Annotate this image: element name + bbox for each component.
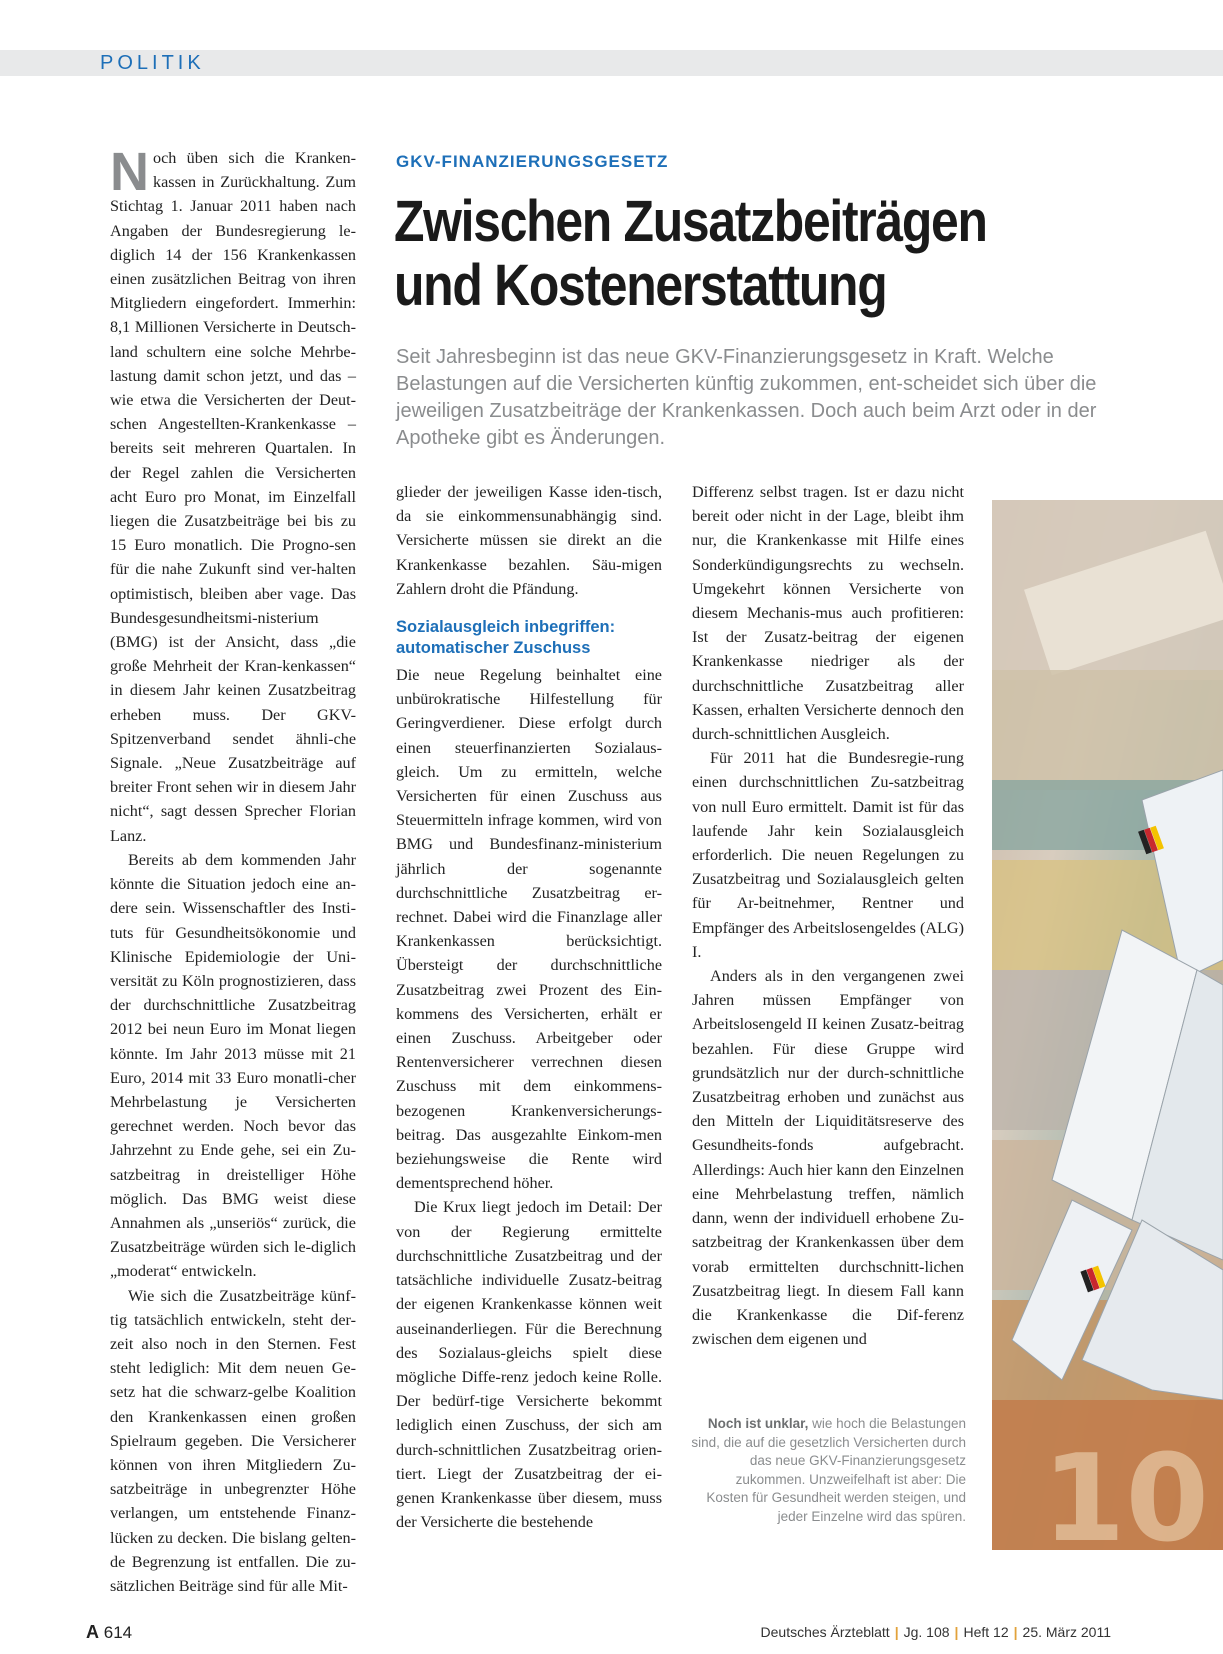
issue-date: 25. März 2011 — [1022, 1624, 1111, 1640]
subheading — [396, 617, 662, 659]
separator: | — [1013, 1624, 1018, 1640]
article-kicker: GKV-FINANZIERUNGSGESETZ — [396, 152, 669, 171]
paragraph: Wie sich die Zusatzbeiträge künf-tig tatsächlich entwickeln, steht der-zeit also noch in den Sternen. Fest steht lediglich: Mit dem neuen Ge-setz hat die schwarz-gelbe Koalition den Krankenkassen einen großen Spielraum gegeben. Die Versicherer können von ihren Mitgliedern Zu-satzbeiträge in unbegrenzter Höhe verlangen, um entstehende Finanz-lücken zu decken. Die bislang gelten-de Begrenzung ist entfallen. Die zu-sätzlichen Beiträge sind für alle Mit- — [110, 1286, 356, 1595]
caption-lead: Noch ist unklar, — [707, 1416, 809, 1431]
paragraph: Differenz selbst tragen. Ist er dazu nicht bereit oder nicht in der Lage, bleibt ihm nur, die Krankenkasse mit Hilfe eines Sonderkündigungsrechts zu wechseln. Umgekehrt können Versicherte von diesem Mechanis-mus auch profitieren: Ist der Zusatz-beitrag der eigenen Krankenkasse niedriger als der durchschnittliche Zusatzbeitrag aller Kassen, erhalten Versicherte dennoch den durch-schnittlichen Ausgleich. — [692, 483, 964, 744]
publication-info — [761, 1624, 1111, 1640]
separator: | — [954, 1624, 959, 1640]
separator: | — [894, 1624, 899, 1640]
issue: Heft 12 — [963, 1624, 1009, 1640]
photo-illustration — [992, 500, 1223, 1550]
headline-line: und Kostenerstattung — [394, 253, 887, 318]
article-column-3 — [692, 480, 964, 1351]
paragraph: glieder der jeweiligen Kasse iden-tisch, da sie einkommensunabhängig sind. Versicherte müssen sie direkt an die Krankenkasse bezahlen. Säu-migen Zahlern droht die Pfändung. — [396, 483, 662, 598]
page-prefix: A — [86, 1622, 99, 1642]
paragraph: Die Krux liegt jedoch im Detail: Der von der Regierung ermittelte durchschnittliche Zusatzbeitrag und der tatsächliche individuelle Zusatz-beitrag der eigenen Krankenkasse können weit auseinanderliegen. Für die Berechnung des Sozialaus-gleichs spielt diese mögliche Diffe-renz jedoch keine Rolle. Der bedürf-tige Versicherte bekommt lediglich einen Zuschuss, der sich am durch-schnittlichen Zusatzbeitrag orien-tiert. Liegt der Zusatzbeitrag der ei-genen Krankenkasse über diesem, muss der Versicherte die bestehende — [396, 1198, 662, 1532]
volume: Jg. 108 — [903, 1624, 950, 1640]
paragraph-text: och üben sich die Kranken-kassen in Zurückhaltung. Zum Stichtag 1. Januar 2011 haben nach Angaben der Bundesregierung le-diglich 14 der 156 Krankenkassen einen zusätzlichen Beitrag von ihren Mitgliedern eingefordert. Immerhin: 8,1 Millionen Versicherte in Deutsch-land schultern eine solche Mehrbe-lastung damit schon jetzt, und das – wie etwa die Versicherten der Deut-schen Angestellten-Krankenkasse – bereits seit mehreren Quartalen. In der Regel zahlen die Versicherten acht Euro pro Monat, im Einzelfall liegen die Zusatzbeiträge bei bis zu 15 Euro monatlich. Die Progno-sen für die nahe Zukunft sind ver-halten optimistisch, bleiben aber vage. Das Bundesgesundheitsmi-nisterium (BMG) ist der Ansicht, dass „die große Mehrheit der Kran-kenkassen“ in diesem Jahr keinen Zusatzbeitrag erheben muss. Der GKV-Spitzenverband sendet ähnli-che Signale. „Neue Zusatzbeiträge auf breiter Front sehen wir in diesem Jahr nicht“, sagt dessen Sprecher Florian Lanz. — [110, 149, 356, 845]
page-number — [86, 1622, 132, 1643]
subheading-line: Sozialausgleich inbegriffen: — [396, 618, 616, 637]
dropcap: N — [110, 142, 149, 202]
section-label: POLITIK — [100, 52, 205, 74]
publication-name: Deutsches Ärzteblatt — [760, 1624, 890, 1640]
article-column-2 — [396, 480, 662, 1534]
page-number-value: 614 — [103, 1623, 133, 1642]
article-photo-cards-and-banknotes — [992, 500, 1223, 1550]
caption-text: wie hoch die Belastungen sind, die auf die gesetzlich Versicherten durch das neue GKV-Finanzierungsgesetz zukommen. Unzweifelhaft ist aber: Die Kosten für Gesundheit werden steigen, und jeder Einzelne wird das spüren. — [691, 1416, 966, 1524]
paragraph: Anders als in den vergangenen zwei Jahren müssen Empfänger von Arbeitslosengeld II keinen Zusatz-beitrag bezahlen. Für diese Gruppe wird grundsätzlich nur der durch-schnittliche Zusatzbeitrag erhoben und zunächst aus den Mitteln der Liquiditätsreserve des Gesundheits-fonds aufgebracht. Allerdings: Auch hier kann den Einzelnen eine Mehrbelastung treffen, nämlich dann, wenn der individuell erhobene Zu-satzbeitrag der Krankenkassen über dem vorab ermittelten durchschnitt-lichen Zusatzbeitrag liegt. In diesem Fall kann die Krankenkasse die Dif-ferenz zwischen dem eigenen und — [692, 967, 964, 1349]
paragraph: Für 2011 hat die Bundesregie-rung einen durchschnittlichen Zu-satzbeitrag von null Euro ermittelt. Damit ist für das laufende Jahr kein Sozialausgleich erforderlich. Die neuen Regelungen zu Zusatzbeitrag und Sozialausgleich gelten für Ar-beitnehmer, Rentner und Empfänger des Arbeitslosengeldes (ALG) I. — [692, 749, 964, 961]
paragraph — [110, 142, 356, 848]
paragraph: Die neue Regelung beinhaltet eine unbürokratische Hilfestellung für Geringverdiener. Diese erfolgt durch einen steuerfinanzierten Sozialaus-gleich. Um zu ermitteln, welche Versicherten für einen Zuschuss aus Steuermitteln infrage kommen, wird von BMG und Bundesfinanz-ministerium jährlich der sogenannte durchschnittliche Zusatzbeitrag er-rechnet. Dabei wird die Finanzlage aller Krankenkassen berücksichtigt. Übersteigt der durchschnittliche Zusatzbeitrag zwei Prozent des Ein-kommens des Versicherten, erhält er einen Zuschuss. Arbeitgeber oder Rentenversicherer verrechnen diesen Zuschuss mit dem einkommens-bezogenen Krankenversicherungs-beitrag. Das ausgezahlte Einkom-men beziehungsweise die Rente wird dementsprechend höher. — [396, 666, 662, 1193]
photo-caption — [690, 1415, 966, 1527]
svg-text:10: 10 — [1042, 1430, 1209, 1550]
article-headline — [394, 190, 1013, 318]
headline-line: Zwischen Zusatzbeiträgen — [394, 189, 987, 254]
article-standfirst: Seit Jahresbeginn ist das neue GKV-Finanzierungsgesetz in Kraft. Welche Belastungen auf die Versicherten künftig zukommen, ent-scheidet sich über die jeweiligen Zusatzbeiträge der Krankenkassen. Doch auch beim Arzt oder in der Apotheke gibt es Änderungen. — [396, 346, 1097, 449]
article-column-1 — [110, 142, 356, 1598]
subheading-line: automatischer Zuschuss — [396, 639, 591, 658]
paragraph: Bereits ab dem kommenden Jahr könnte die Situation jedoch eine an-dere sein. Wissenschaftler des Insti-tuts für Gesundheitsökonomie und Klinische Epidemiologie der Uni-versität zu Köln prognostizieren, dass der durchschnittliche Zusatzbeitrag 2012 bei neun Euro im Monat liegen könnte. Im Jahr 2013 müsse mit 21 Euro, 2014 mit 33 Euro monatli-cher Mehrbelastung je Versicherten gerechnet werden. Noch bevor das Jahrzehnt zu Ende gehe, sei ein Zu-satzbeitrag in dreistelliger Höhe möglich. Das BMG weist diese Annahmen als „unseriös“ zurück, die Zusatzbeiträge würden sich le-diglich „moderat“ entwickeln. — [110, 850, 356, 1281]
